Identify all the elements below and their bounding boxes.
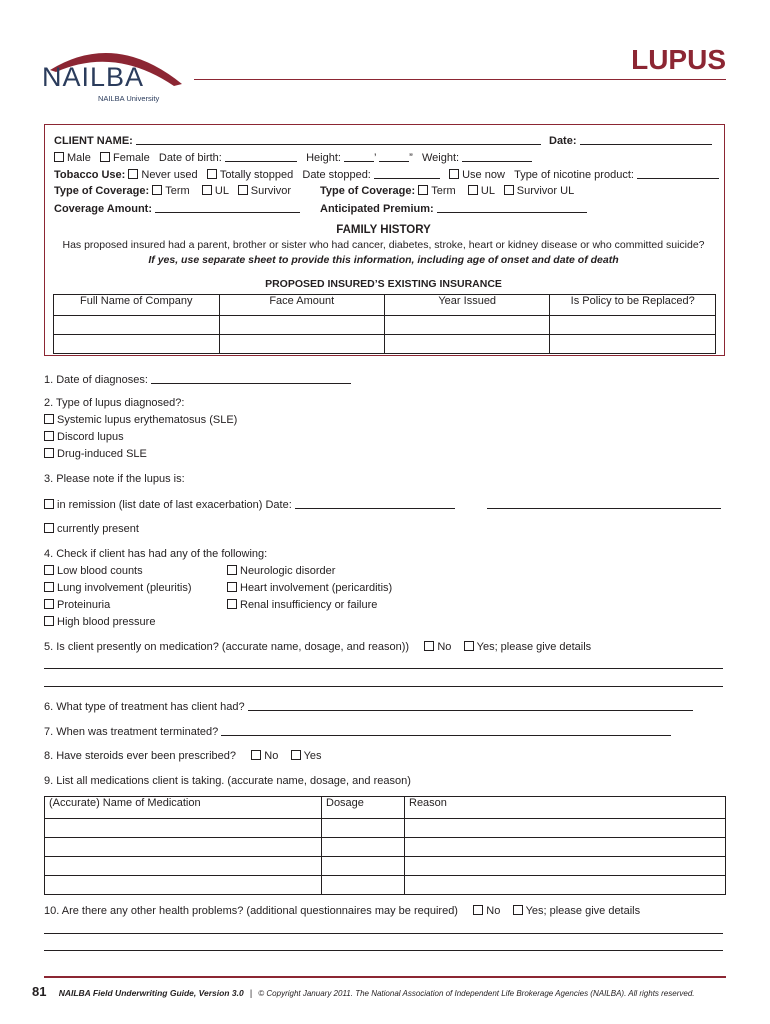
logo xyxy=(40,38,190,108)
footer-guide: NAILBA Field Underwriting Guide, Version 3.0 xyxy=(58,988,244,998)
logo-subtitle: NAILBA University xyxy=(98,94,160,103)
height-inches-field[interactable] xyxy=(379,151,409,162)
table-row xyxy=(45,819,726,838)
table-row xyxy=(45,857,726,876)
survivor-ul-checkbox[interactable] xyxy=(504,185,514,195)
height-feet-field[interactable] xyxy=(344,151,377,164)
q8-label: 8. Have steroids ever been prescribed? xyxy=(44,750,236,762)
coverage-amount-field[interactable] xyxy=(155,202,300,213)
logo-name: NAILBA xyxy=(42,62,145,92)
med-col-dosage: Dosage xyxy=(322,797,405,819)
footer-copyright: © Copyright January 2011. The National Association of Independent Life Brokerage Agencies (NAILBA). All rights reserved. xyxy=(258,989,695,998)
drug-induced-label: Drug-induced SLE xyxy=(57,448,147,460)
male-checkbox[interactable] xyxy=(54,152,64,162)
q5-yes-checkbox[interactable] xyxy=(464,641,474,651)
totally-stopped-checkbox[interactable] xyxy=(207,169,217,179)
remission-label: in remission (list date of last exacerbation) Date: xyxy=(57,499,292,511)
term-label-2: Term xyxy=(431,185,456,197)
height-label: Height: xyxy=(306,152,341,164)
high-blood-pressure-checkbox[interactable] xyxy=(44,616,54,626)
survivor-checkbox[interactable] xyxy=(238,185,248,195)
renal-label: Renal insufficiency or failure xyxy=(240,599,378,611)
never-used-label: Never used xyxy=(141,169,198,181)
coverage-amount-label: Coverage Amount: xyxy=(54,203,152,215)
q5-label: 5. Is client presently on medication? (accurate name, dosage, and reason)) xyxy=(44,641,410,653)
q2-label: 2. Type of lupus diagnosed?: xyxy=(44,397,185,409)
q8-no-checkbox[interactable] xyxy=(251,750,261,760)
med-col-reason: Reason xyxy=(405,797,726,819)
diagnosis-date-field[interactable] xyxy=(151,373,351,384)
premium-field[interactable] xyxy=(437,202,587,213)
family-history-heading: FAMILY HISTORY xyxy=(336,224,431,236)
q5-no-label: No xyxy=(437,641,452,653)
nicotine-field[interactable] xyxy=(637,168,719,179)
neurologic-checkbox[interactable] xyxy=(227,565,237,575)
male-label: Male xyxy=(67,152,91,164)
client-name-label: CLIENT NAME: xyxy=(54,135,133,147)
proteinuria-checkbox[interactable] xyxy=(44,599,54,609)
neurologic-label: Neurologic disorder xyxy=(240,565,336,577)
q5-details-line-2[interactable] xyxy=(44,686,723,687)
q10-yes-checkbox[interactable] xyxy=(513,905,523,915)
table-row xyxy=(45,876,726,895)
table-row xyxy=(45,838,726,857)
footer-rule xyxy=(44,976,726,978)
discord-lupus-label: Discord lupus xyxy=(57,431,124,443)
insurance-table xyxy=(53,294,716,354)
q10-no-label: No xyxy=(486,905,501,917)
footer-separator: | xyxy=(249,988,253,998)
sle-checkbox[interactable] xyxy=(44,414,54,424)
medication-table xyxy=(44,796,726,895)
coverage-type-label-2: Type of Coverage: xyxy=(320,185,416,197)
term-checkbox-2[interactable] xyxy=(418,185,428,195)
survivor-ul-label: Survivor UL xyxy=(516,185,575,197)
term-checkbox[interactable] xyxy=(152,185,162,195)
q10-details-line-2[interactable] xyxy=(44,950,723,951)
q8-no-label: No xyxy=(264,750,279,762)
drug-induced-checkbox[interactable] xyxy=(44,448,54,458)
low-blood-counts-checkbox[interactable] xyxy=(44,565,54,575)
date-stopped-label: Date stopped: xyxy=(302,169,371,181)
dob-field[interactable] xyxy=(225,151,297,162)
page-title: LUPUS xyxy=(631,44,726,75)
q10-label: 10. Are there any other health problems? (additional questionnaires may be required) xyxy=(44,905,458,917)
term-label: Term xyxy=(165,185,190,197)
q3-label: 3. Please note if the lupus is: xyxy=(44,473,185,485)
proteinuria-label: Proteinuria xyxy=(57,599,111,611)
q6-label: 6. What type of treatment has client had? xyxy=(44,701,245,713)
lung-involvement-label: Lung involvement (pleuritis) xyxy=(57,582,192,594)
ul-label: UL xyxy=(214,185,229,197)
female-checkbox[interactable] xyxy=(100,152,110,162)
title-rule xyxy=(194,79,726,80)
q7-label: 7. When was treatment terminated? xyxy=(44,726,219,738)
insurance-col-replaced: Is Policy to be Replaced? xyxy=(550,295,716,316)
insurance-col-year: Year Issued xyxy=(384,295,549,316)
med-col-name: (Accurate) Name of Medication xyxy=(45,797,322,819)
table-row xyxy=(54,335,716,354)
feet-mark: ’ xyxy=(374,152,377,164)
ul-checkbox-2[interactable] xyxy=(468,185,478,195)
tobacco-label: Tobacco Use: xyxy=(54,169,126,181)
low-blood-counts-label: Low blood counts xyxy=(57,565,143,577)
q4-label: 4. Check if client has had any of the following: xyxy=(44,548,268,560)
q9-label: 9. List all medications client is taking. (accurate name, dosage, and reason) xyxy=(44,775,411,787)
insurance-heading: PROPOSED INSURED’S EXISTING INSURANCE xyxy=(265,278,502,290)
coverage-type-label: Type of Coverage: xyxy=(54,185,150,197)
date-stopped-field[interactable] xyxy=(374,168,440,179)
survivor-label: Survivor xyxy=(250,185,292,197)
insurance-col-company: Full Name of Company xyxy=(54,295,220,316)
family-history-note: If yes, use separate sheet to provide this information, including age of onset and date of death xyxy=(148,254,619,266)
currently-present-checkbox[interactable] xyxy=(44,523,54,533)
weight-label: Weight: xyxy=(421,152,460,164)
q10-no-checkbox[interactable] xyxy=(473,905,483,915)
q5-no-checkbox[interactable] xyxy=(424,641,434,651)
nicotine-label: Type of nicotine product: xyxy=(514,169,634,181)
q5-details-line-1[interactable] xyxy=(44,668,723,669)
treatment-field[interactable] xyxy=(248,700,693,711)
ul-checkbox[interactable] xyxy=(202,185,212,195)
q10-details-line-1[interactable] xyxy=(44,933,723,934)
female-label: Female xyxy=(113,152,150,164)
q5-yes-label: Yes; please give details xyxy=(476,641,592,653)
lung-involvement-checkbox[interactable] xyxy=(44,582,54,592)
family-history-question: Has proposed insured had a parent, brother or sister who had cancer, diabetes, stroke, heart or kidney disease or who committed suicide? xyxy=(62,239,705,251)
table-row xyxy=(54,316,716,335)
remission-date-field[interactable] xyxy=(295,498,455,509)
sle-label: Systemic lupus erythematosus (SLE) xyxy=(57,414,238,426)
heart-involvement-checkbox[interactable] xyxy=(227,582,237,592)
totally-stopped-label: Totally stopped xyxy=(219,169,294,181)
q8-yes-label: Yes xyxy=(303,750,322,762)
date-field[interactable] xyxy=(580,134,712,145)
weight-field[interactable] xyxy=(462,151,532,162)
client-name-field[interactable] xyxy=(136,134,541,145)
q8-yes-checkbox[interactable] xyxy=(291,750,301,760)
heart-involvement-label: Heart involvement (pericarditis) xyxy=(240,582,393,594)
currently-present-label: currently present xyxy=(57,523,139,535)
premium-label: Anticipated Premium: xyxy=(320,203,434,215)
q1-label: 1. Date of diagnoses: xyxy=(44,374,148,386)
inch-mark: ” xyxy=(409,152,413,164)
high-blood-pressure-label: High blood pressure xyxy=(57,616,156,628)
dob-label: Date of birth: xyxy=(158,152,222,164)
date-label: Date: xyxy=(549,135,577,147)
treatment-terminated-field[interactable] xyxy=(221,725,671,736)
discord-lupus-checkbox[interactable] xyxy=(44,431,54,441)
use-now-checkbox[interactable] xyxy=(449,169,459,179)
renal-checkbox[interactable] xyxy=(227,599,237,609)
use-now-label: Use now xyxy=(462,169,505,181)
remission-checkbox[interactable] xyxy=(44,499,54,509)
page-number: 81 xyxy=(32,984,47,999)
ul-label-2: UL xyxy=(480,185,495,197)
remission-extra-field[interactable] xyxy=(487,498,721,509)
q10-yes-label: Yes; please give details xyxy=(525,905,641,917)
insurance-col-face: Face Amount xyxy=(219,295,384,316)
never-used-checkbox[interactable] xyxy=(128,169,138,179)
